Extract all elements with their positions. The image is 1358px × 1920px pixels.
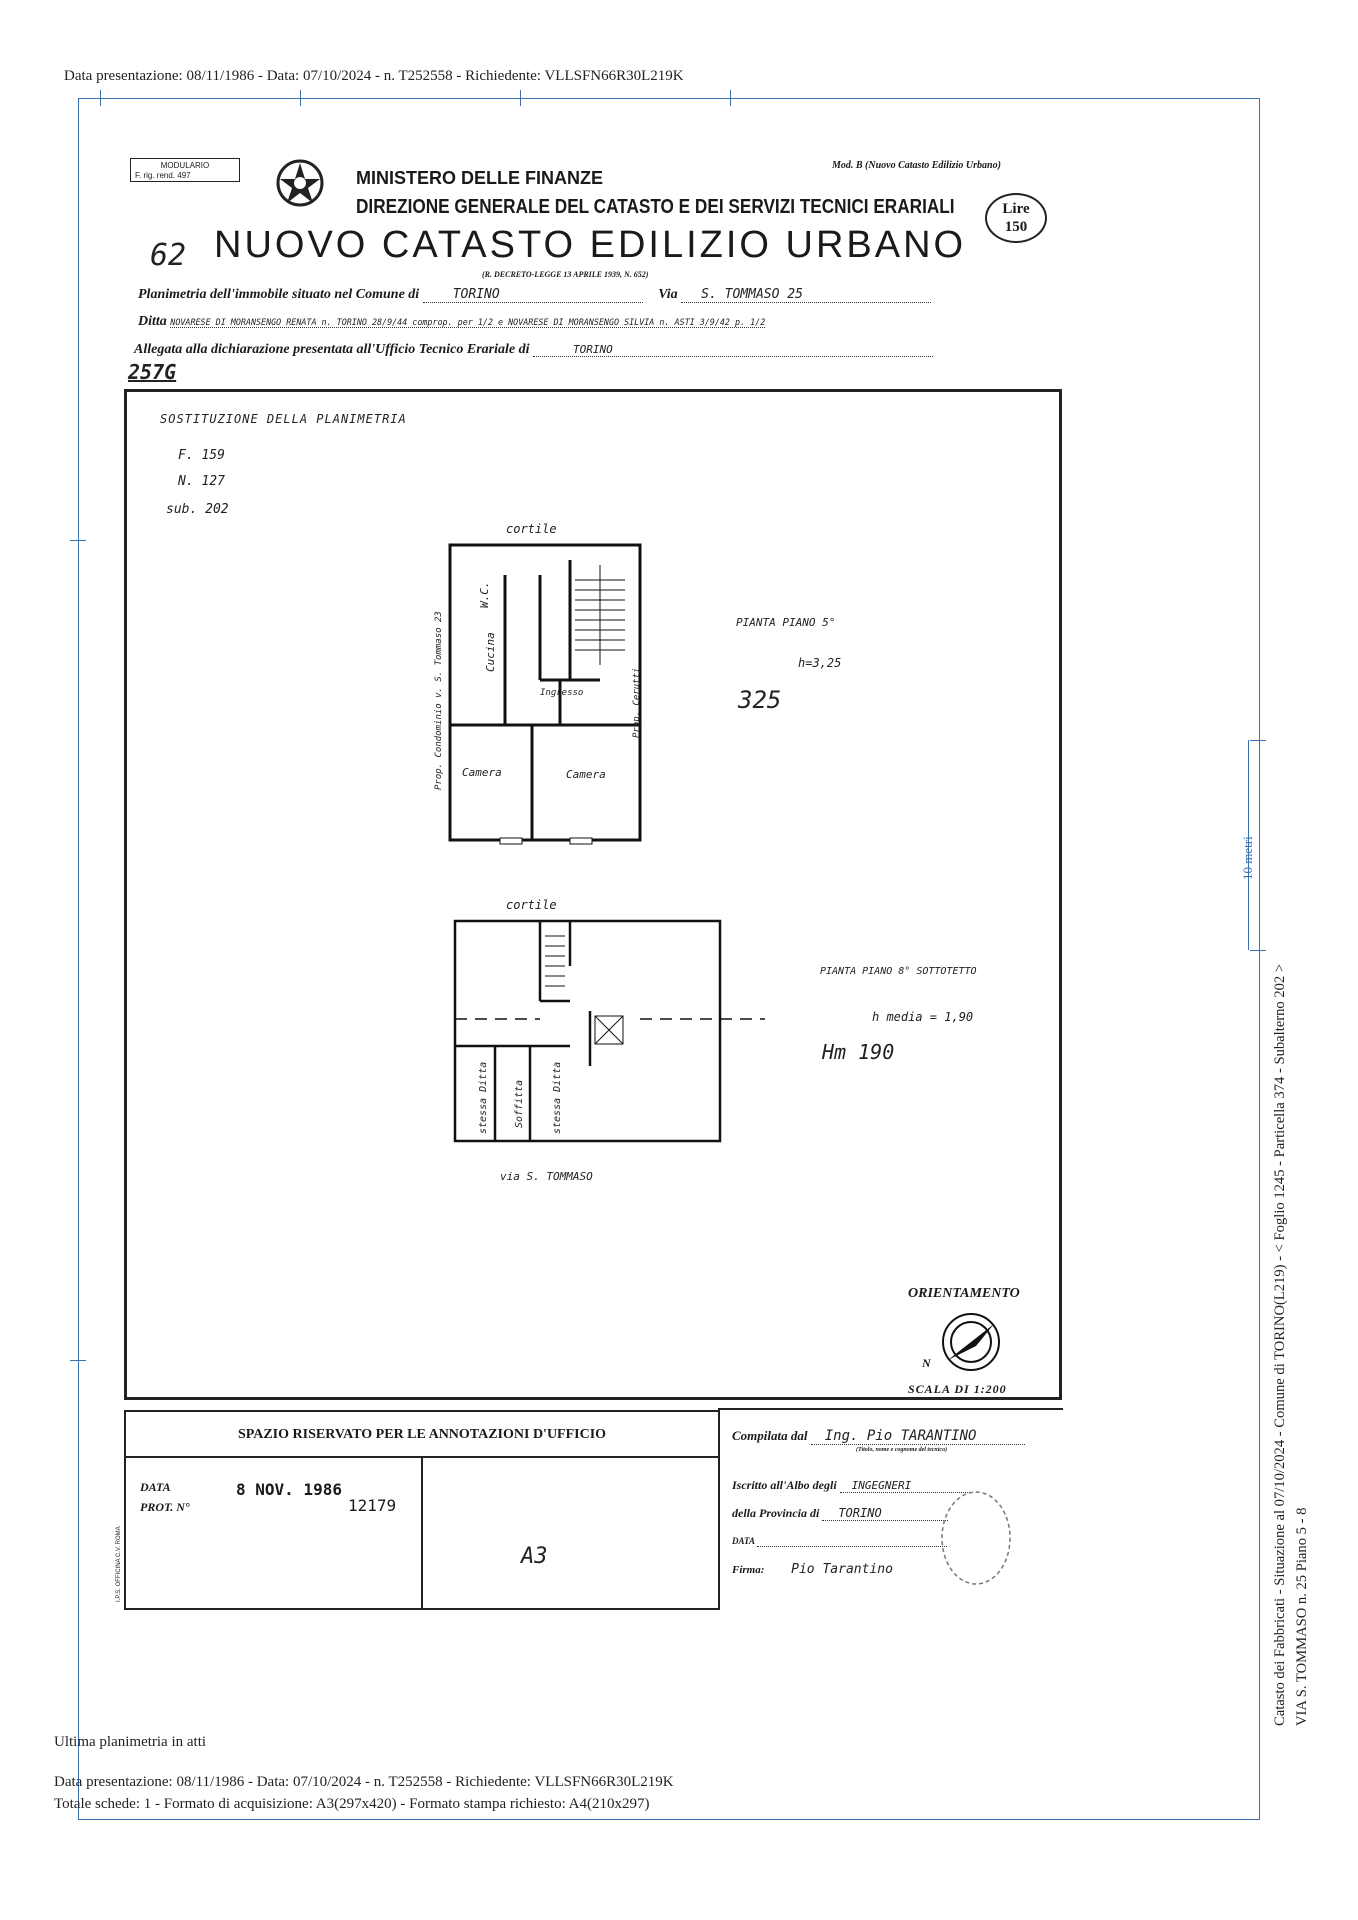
cortile-top-label: cortile	[506, 522, 557, 536]
ditta-row	[138, 314, 1058, 330]
side-info-line1: Catasto dei Fabbricati - Situazione al 07/10/2024 - Comune di TORINO(L219) - < Foglio 1245 - Particella 374 - Subalterno 202 >	[1272, 963, 1288, 1726]
frame-tick	[1250, 740, 1266, 741]
frame-tick	[1250, 950, 1266, 951]
ditta-label: Ditta	[138, 314, 167, 329]
allegata-value: TORINO	[533, 343, 933, 357]
frame-tick	[70, 1360, 86, 1361]
scale-bar-label: 10 metri	[1240, 836, 1255, 880]
prop-left-label: Prop. Condominio v. S. Tommaso 23	[434, 611, 444, 790]
office-side-print: I.P.S. OFFICINA C.V. ROMA	[116, 1526, 122, 1602]
handwritten-margin: 257G	[128, 360, 177, 384]
hm-190-label: Hm 190	[822, 1040, 895, 1064]
firma-signature: Pio Tarantino	[791, 1562, 893, 1577]
republic-emblem-icon	[272, 153, 328, 213]
compiler-data-label: DATA	[732, 1536, 755, 1546]
foglio-note: F. 159	[178, 448, 225, 463]
h-8-label: h media = 1,90	[872, 1010, 974, 1024]
pianta-8-label: PIANTA PIANO 8° SOTTOTETTO	[820, 966, 977, 977]
provincia-label: della Provincia di	[732, 1506, 820, 1520]
footer-ultima: Ultima planimetria in atti	[54, 1734, 207, 1750]
allegata-label: Allegata alla dichiarazione presentata all'Ufficio Tecnico Erariale di	[134, 342, 530, 357]
planimetria-row	[138, 287, 1040, 303]
room-cucina: Cucina	[484, 632, 497, 672]
header-top-line: Data presentazione: 08/11/1986 - Data: 07/10/2024 - n. T252558 - Richiedente: VLLSFN66R30L219K	[64, 68, 684, 84]
compilata-value: Ing. Pio TARANTINO	[811, 1428, 1025, 1445]
modulario-label: MODULARIO	[160, 161, 210, 170]
room-camera-1: Camera	[462, 766, 502, 779]
office-divider	[421, 1458, 423, 1610]
floor-plan-8	[450, 916, 770, 1146]
mod-b-label: Mod. B (Nuovo Catasto Edilizio Urbano)	[832, 160, 1001, 171]
compiler-data-value	[757, 1536, 947, 1547]
modulario-sub: F. rig. rend. 497	[135, 171, 191, 180]
frame-tick	[100, 90, 101, 106]
engineer-stamp	[936, 1486, 1016, 1590]
firma-label: Firma:	[732, 1564, 765, 1576]
provincia-row	[732, 1506, 948, 1521]
iscritto-value: INGEGNERI	[840, 1479, 972, 1493]
handwritten-number: 62	[150, 238, 187, 273]
ministry-title: MINISTERO DELLE FINANZE	[356, 168, 603, 188]
room-ingresso: Ingresso	[540, 688, 584, 698]
side-info-line2: VIA S. TOMMASO n. 25 Piano 5 - 8	[1294, 1507, 1310, 1726]
ditta-value: NOVARESE DI MORANSENGO RENATA n. TORINO 28/9/44 comprop. per 1/2 e NOVARESE DI MORANSENGO SILVIA n. ASTI 3/9/42 p. 1/2	[170, 317, 766, 327]
office-prot-label: PROT. N°	[140, 1500, 190, 1514]
frame-tick	[730, 90, 731, 106]
frame-tick	[70, 540, 86, 541]
compiler-data-row	[732, 1536, 947, 1547]
room-stessa-ditta-1: stessa Ditta	[478, 1061, 489, 1134]
office-stamp-date: 8 NOV. 1986	[236, 1480, 342, 1499]
cortile-bottom-label: cortile	[506, 898, 557, 912]
frame-tick	[520, 90, 521, 106]
format-code: A3	[521, 1544, 548, 1569]
footer-line1: Data presentazione: 08/11/1986 - Data: 07/10/2024 - n. T252558 - Richiedente: VLLSFN66R30L219K	[54, 1774, 674, 1790]
comune-value: TORINO	[423, 287, 643, 303]
decreto-note: (R. DECRETO-LEGGE 13 APRILE 1939, N. 652)	[482, 270, 649, 279]
via-value: S. TOMMASO 25	[681, 287, 931, 303]
office-box	[116, 1410, 720, 1610]
iscritto-label: Iscritto all'Albo degli	[732, 1478, 837, 1492]
frame-tick	[300, 90, 301, 106]
planimetria-label: Planimetria dell'immobile situato nel Comune di	[138, 287, 420, 302]
room-soffitta: Soffitta	[514, 1079, 525, 1128]
room-wc: W.C.	[478, 581, 491, 608]
footer-line2: Totale schede: 1 - Formato di acquisizione: A3(297x420) - Formato stampa richiesto: A4(210x297)	[54, 1796, 650, 1812]
north-label: N	[922, 1356, 931, 1370]
modulario-box	[130, 158, 240, 182]
lire-value: 150	[1004, 219, 1028, 235]
pianta-5-label: PIANTA PIANO 5°	[736, 616, 836, 629]
via-label: Via	[658, 287, 678, 302]
compass-icon	[936, 1310, 1006, 1374]
sostituzione-note: SOSTITUZIONE DELLA PLANIMETRIA	[160, 412, 407, 426]
orientamento-label: ORIENTAMENTO	[908, 1286, 1020, 1301]
provincia-value: TORINO	[822, 1506, 948, 1521]
catasto-title: NUOVO CATASTO EDILIZIO URBANO	[214, 224, 967, 266]
compilata-row	[732, 1428, 1025, 1445]
office-data-label: DATA	[140, 1480, 171, 1494]
prop-right-label: Prop. Cerutti	[632, 667, 642, 738]
compilata-label: Compilata dal	[732, 1428, 808, 1443]
h-5-label: h=3,25	[798, 656, 842, 670]
firma-row	[732, 1562, 893, 1577]
scala-label: SCALA DI 1:200	[908, 1382, 1007, 1396]
numero-note: N. 127	[178, 474, 225, 489]
compilata-sub: (Titolo, nome e cognome del tecnico)	[856, 1447, 948, 1453]
direction-title: DIREZIONE GENERALE DEL CATASTO E DEI SERVIZI TECNICI ERARIALI	[356, 196, 955, 218]
office-stamp-prot: 12179	[348, 1496, 397, 1515]
via-s-tommaso-label: via S. TOMMASO	[500, 1170, 593, 1183]
office-bottom-border	[718, 1408, 1063, 1410]
room-stessa-ditta-2: stessa Ditta	[552, 1061, 563, 1134]
sub-note: sub. 202	[166, 502, 229, 517]
allegata-row	[134, 342, 933, 358]
code-325: 325	[738, 686, 782, 714]
office-right-border	[718, 1410, 720, 1610]
lire-label: Lire	[1002, 201, 1030, 217]
lire-stamp	[985, 193, 1047, 243]
office-title: SPAZIO RISERVATO PER LE ANNOTAZIONI D'UFFICIO	[126, 1412, 718, 1458]
room-camera-2: Camera	[566, 768, 606, 781]
